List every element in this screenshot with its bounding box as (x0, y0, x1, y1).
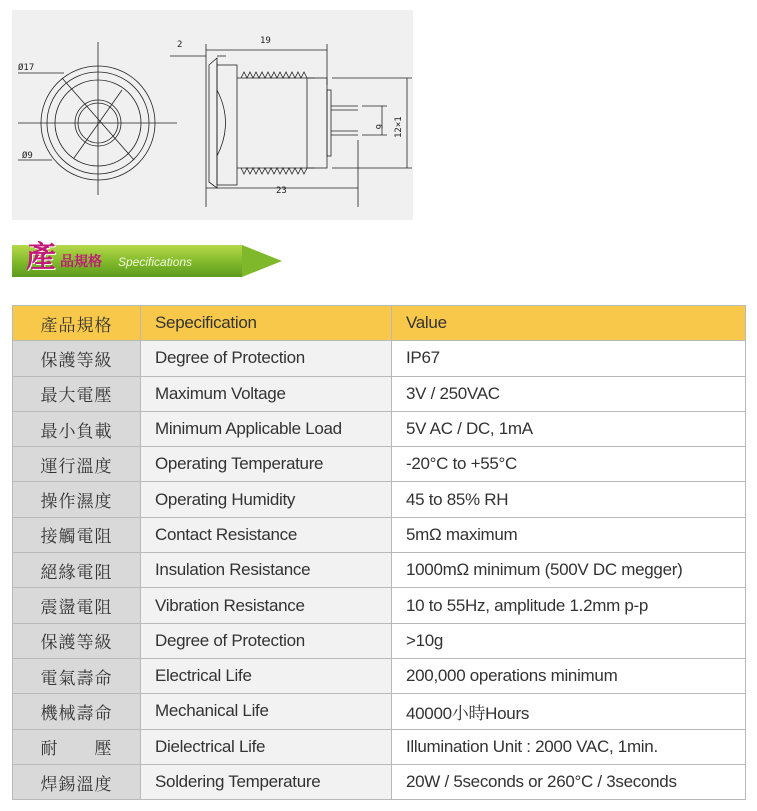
row-specification: Contact Resistance (141, 517, 392, 552)
row-specification: Operating Humidity (141, 482, 392, 517)
table-row (13, 376, 746, 411)
dim-bottom-label: 23 (276, 186, 287, 196)
row-value: Illumination Unit : 2000 VAC, 1min. (392, 729, 746, 764)
row-value: 20W / 5seconds or 260°C / 3seconds (392, 764, 746, 799)
row-specification: Operating Temperature (141, 447, 392, 482)
row-value: IP67 (392, 341, 746, 376)
row-value: 3V / 250VAC (392, 376, 746, 411)
header-cell-product: 產品規格 (13, 306, 141, 341)
row-specification: Vibration Resistance (141, 588, 392, 623)
row-specification: Insulation Resistance (141, 553, 392, 588)
row-label-zh: 最大電壓 (13, 376, 141, 411)
table-row (13, 588, 746, 623)
row-value: -20°C to +55°C (392, 447, 746, 482)
header-cell-specification: Sepecification (141, 306, 392, 341)
specifications-banner (12, 238, 282, 288)
row-value: 5V AC / DC, 1mA (392, 411, 746, 446)
table-row (13, 341, 746, 376)
row-value: >10g (392, 623, 746, 658)
row-specification: Dielectrical Life (141, 729, 392, 764)
table-row (13, 553, 746, 588)
header-cell-value: Value (392, 306, 746, 341)
row-label-zh: 操作濕度 (13, 482, 141, 517)
dim-top-label: 19 (260, 36, 271, 46)
row-specification: Mechanical Life (141, 694, 392, 729)
row-label-zh: 絕緣電阻 (13, 553, 141, 588)
row-value: 10 to 55Hz, amplitude 1.2mm p-p (392, 588, 746, 623)
table-row (13, 764, 746, 799)
specifications-table (12, 305, 746, 800)
table-row (13, 623, 746, 658)
table-row (13, 658, 746, 693)
table-row (13, 482, 746, 517)
row-specification: Degree of Protection (141, 341, 392, 376)
banner-english-title: Specifications (118, 255, 193, 269)
row-label-zh: 運行溫度 (13, 447, 141, 482)
table-row (13, 411, 746, 446)
table-row (13, 694, 746, 729)
row-value: 40000小時Hours (392, 694, 746, 729)
row-specification: Electrical Life (141, 658, 392, 693)
row-label-zh: 接觸電阻 (13, 517, 141, 552)
outer-diameter-label: Ø17 (18, 63, 35, 73)
banner-title: 品規格 (60, 253, 102, 269)
row-label-zh: 保護等級 (13, 341, 141, 376)
row-value: 45 to 85% RH (392, 482, 746, 517)
technical-drawing (12, 10, 413, 220)
dim-top-small-label: 2 (177, 40, 183, 50)
dim-side-label: 12×1 (394, 116, 404, 138)
row-value: 1000mΩ minimum (500V DC megger) (392, 553, 746, 588)
row-label-zh: 焊錫溫度 (13, 764, 141, 799)
dim-pin-label: 6 (373, 124, 383, 130)
row-value: 200,000 operations minimum (392, 658, 746, 693)
table-row (13, 517, 746, 552)
banner-arrow-icon (242, 245, 282, 277)
row-specification: Maximum Voltage (141, 376, 392, 411)
table-row (13, 729, 746, 764)
banner-big-char: 產 (26, 240, 56, 275)
row-specification: Degree of Protection (141, 623, 392, 658)
row-label-zh: 震盪電阻 (13, 588, 141, 623)
row-label-zh: 耐 壓 (13, 729, 141, 764)
row-specification: Soldering Temperature (141, 764, 392, 799)
row-label-zh: 最小負載 (13, 411, 141, 446)
row-label-zh: 電氣壽命 (13, 658, 141, 693)
inner-diameter-label: Ø9 (22, 151, 33, 161)
dimension-diagram (12, 10, 413, 220)
specifications-table-body (13, 306, 746, 800)
row-value: 5mΩ maximum (392, 517, 746, 552)
table-row (13, 447, 746, 482)
table-header-row (13, 306, 746, 341)
row-label-zh: 機械壽命 (13, 694, 141, 729)
row-label-zh: 保護等級 (13, 623, 141, 658)
row-specification: Minimum Applicable Load (141, 411, 392, 446)
